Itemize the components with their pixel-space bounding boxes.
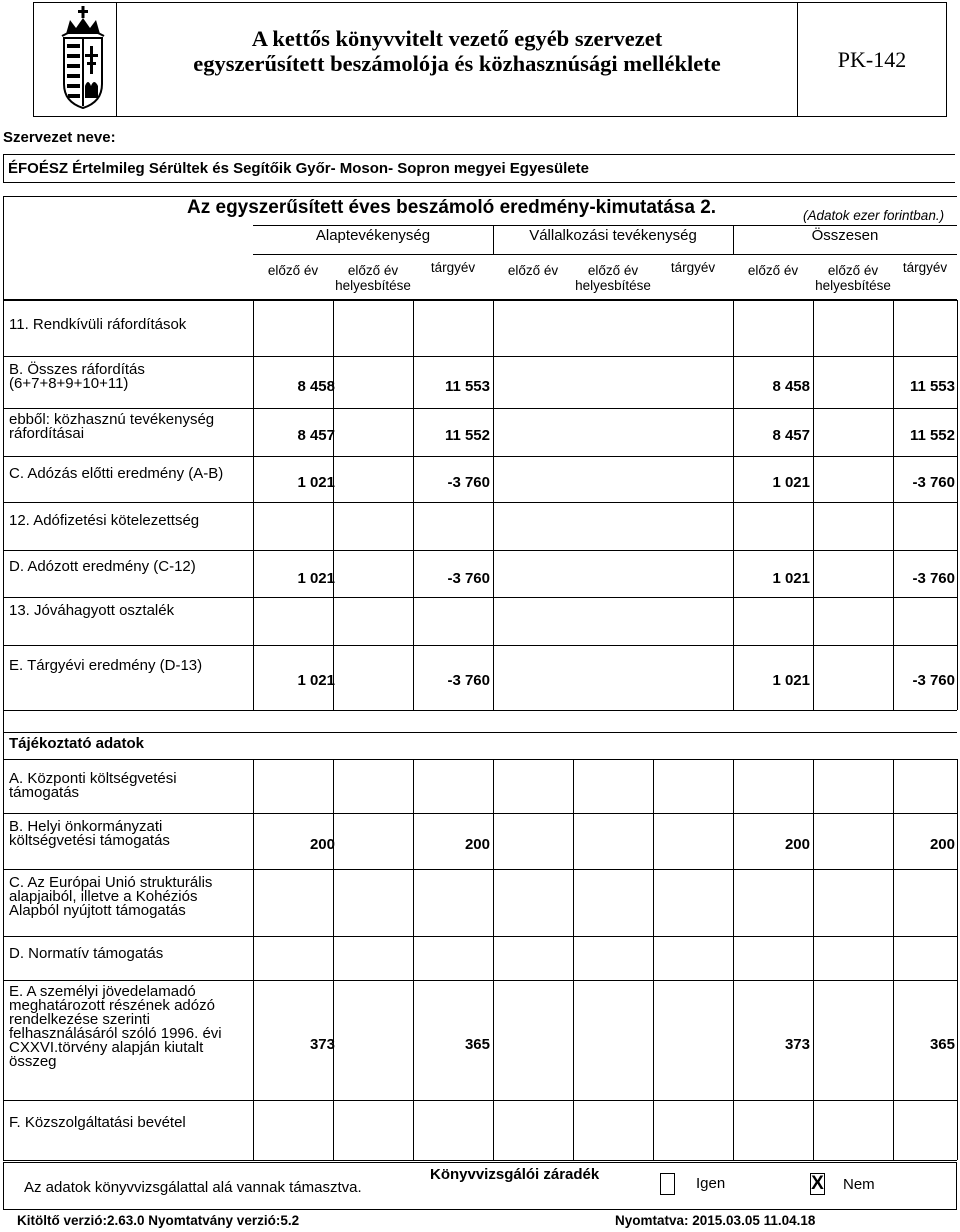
- value-cell: 8 458: [772, 378, 810, 395]
- form-code: PK-142: [837, 47, 907, 72]
- cell-border: [813, 936, 814, 980]
- audit-no-label: Nem: [843, 1176, 875, 1193]
- cell-border: [733, 936, 734, 980]
- cell-border: [957, 869, 958, 936]
- cell-border: [253, 408, 254, 456]
- cell-border: [957, 980, 958, 1100]
- col-header: tárgyév: [670, 260, 716, 275]
- cell-border: [493, 456, 494, 502]
- value-cell: 8 457: [297, 427, 335, 444]
- cell-border: [413, 597, 414, 645]
- cell-border: [573, 869, 574, 936]
- cell-border: [893, 502, 894, 550]
- cell-border: [733, 1100, 734, 1160]
- group-alap: Alaptevékenység: [315, 227, 431, 244]
- footer-printed: Nyomtatva: 2015.03.05 11.04.18: [615, 1213, 816, 1228]
- footer-version: Kitöltő verzió:2.63.0 Nyomtatvány verzió:5.2: [17, 1213, 300, 1228]
- cell-border: [957, 356, 958, 408]
- cell-border: [733, 869, 734, 936]
- unit-note: (Adatok ezer forintban.): [803, 208, 945, 223]
- cell-border: [893, 1100, 894, 1160]
- cell-border: [813, 456, 814, 502]
- cell-border: [493, 759, 494, 813]
- cell-border: [493, 869, 494, 936]
- cell-border: [957, 300, 958, 356]
- value-cell: 8 458: [297, 378, 335, 395]
- cell-border: [573, 759, 574, 813]
- cell-border: [493, 936, 494, 980]
- title-line-2: egyszerűsített beszámolója és közhasznúsági melléklete: [193, 51, 721, 76]
- row-label: 13. Jóváhagyott osztalék: [9, 602, 175, 619]
- cell-border: [253, 869, 254, 936]
- cell-border: [813, 980, 814, 1100]
- org-label: Szervezet neve:: [3, 129, 116, 146]
- row-label: D. Adózott eredmény (C-12): [9, 558, 196, 575]
- cell-border: [493, 980, 494, 1100]
- row-label: B. Összes ráfordítás (6+7+8+9+10+11): [9, 361, 145, 392]
- cell-border: [493, 550, 494, 597]
- row-divider: [3, 1160, 957, 1161]
- value-cell: 1 021: [297, 672, 335, 689]
- cell-border: [253, 502, 254, 550]
- row-label: 11. Rendkívüli ráfordítások: [9, 316, 187, 333]
- cell-border: [653, 1100, 654, 1160]
- cell-border: [653, 869, 654, 936]
- cell-border: [413, 300, 414, 356]
- cell-border: [493, 300, 494, 356]
- value-cell: 11 552: [909, 427, 955, 444]
- cell-border: [333, 759, 334, 813]
- cell-border: [733, 759, 734, 813]
- cell-border: [957, 645, 958, 710]
- cell-border: [413, 502, 414, 550]
- cell-border: [413, 759, 414, 813]
- cell-border: [957, 813, 958, 869]
- title-line-1: A kettős könyvvitelt vezető egyéb szervezet: [251, 26, 663, 51]
- value-cell: -3 760: [912, 570, 955, 587]
- cell-border: [333, 936, 334, 980]
- value-cell: 200: [464, 836, 490, 853]
- cell-border: [957, 936, 958, 980]
- audit-yes-checkbox[interactable]: [660, 1173, 675, 1195]
- value-cell: 1 021: [772, 672, 810, 689]
- cell-border: [573, 813, 574, 869]
- cell-border: [253, 980, 254, 1100]
- cell-border: [493, 813, 494, 869]
- cell-border: [813, 869, 814, 936]
- cell-border: [573, 1100, 574, 1160]
- cell-border: [333, 869, 334, 936]
- value-cell: 200: [309, 836, 335, 853]
- cell-border: [653, 936, 654, 980]
- info-title: Tájékoztató adatok: [9, 735, 145, 752]
- row-label: 12. Adófizetési kötelezettség: [9, 512, 200, 529]
- audit-yes-label: Igen: [696, 1175, 726, 1192]
- cell-border: [413, 936, 414, 980]
- cell-border: [653, 813, 654, 869]
- org-name: ÉFOÉSZ Értelmileg Sérültek és Segítőik Győr- Moson- Sopron megyei Egyesülete: [8, 160, 589, 177]
- hungarian-coat-of-arms-icon: [52, 6, 114, 112]
- col-header: előző év: [267, 263, 319, 278]
- value-cell: 200: [784, 836, 810, 853]
- cell-border: [253, 936, 254, 980]
- row-label: E. Tárgyévi eredmény (D-13): [9, 657, 203, 674]
- cell-border: [893, 869, 894, 936]
- cell-border: [253, 597, 254, 645]
- cell-border: [493, 597, 494, 645]
- col-header: előző év: [747, 263, 799, 278]
- value-cell: 8 457: [772, 427, 810, 444]
- info-row-label: A. Központi költségvetési támogatás: [9, 770, 177, 801]
- col-header: tárgyév: [902, 260, 948, 275]
- cell-border: [493, 356, 494, 408]
- cell-border: [957, 502, 958, 550]
- cell-border: [813, 759, 814, 813]
- cell-border: [253, 456, 254, 502]
- value-cell: -3 760: [912, 672, 955, 689]
- cell-border: [733, 300, 734, 356]
- value-cell: 11 553: [444, 378, 490, 395]
- cell-border: [573, 980, 574, 1100]
- cell-border: [813, 550, 814, 597]
- cell-border: [253, 356, 254, 408]
- cell-border: [253, 645, 254, 710]
- cell-border: [493, 502, 494, 550]
- value-cell: 1 021: [297, 474, 335, 491]
- cell-border: [957, 550, 958, 597]
- row-label: C. Adózás előtti eredmény (A-B): [9, 465, 224, 482]
- cell-border: [893, 597, 894, 645]
- value-cell: -3 760: [447, 570, 490, 587]
- cell-border: [813, 645, 814, 710]
- row-label: ebből: közhasznú tevékenység ráfordításai: [9, 411, 215, 442]
- cell-border: [493, 408, 494, 456]
- cell-border: [253, 550, 254, 597]
- cell-border: [253, 300, 254, 356]
- col-header: előző év: [507, 263, 559, 278]
- value-cell: -3 760: [447, 672, 490, 689]
- cell-border: [573, 936, 574, 980]
- value-cell: 365: [929, 1036, 955, 1053]
- cell-border: [653, 759, 654, 813]
- info-row-label: F. Közszolgáltatási bevétel: [9, 1114, 186, 1131]
- info-row-label: E. A személyi jövedelamadó meghatározott részének adózó rendelkezése szerinti felhasználásáról szóló 1996. évi CXXVI.törvény alapján kiutalt összeg: [9, 983, 222, 1070]
- cell-border: [333, 502, 334, 550]
- cell-border: [653, 980, 654, 1100]
- audit-title: Könyvvizsgálói záradék: [430, 1166, 600, 1183]
- info-row-label: D. Normatív támogatás: [9, 945, 164, 962]
- group-vallalkozasi: Vállalkozási tevékenység: [529, 227, 697, 244]
- cell-border: [957, 456, 958, 502]
- cell-border: [413, 1100, 414, 1160]
- group-osszesen: Összesen: [811, 227, 879, 244]
- value-cell: -3 760: [447, 474, 490, 491]
- value-cell: 373: [309, 1036, 335, 1053]
- cell-border: [813, 502, 814, 550]
- cell-border: [813, 597, 814, 645]
- cell-border: [813, 408, 814, 456]
- cell-border: [813, 300, 814, 356]
- value-cell: 1 021: [772, 474, 810, 491]
- section-title: Az egyszerűsített éves beszámoló eredmény-kimutatása 2.: [187, 197, 717, 218]
- value-cell: 11 553: [909, 378, 955, 395]
- cell-border: [813, 1100, 814, 1160]
- col-header: előző év helyesbítése: [335, 263, 411, 293]
- cell-border: [253, 813, 254, 869]
- audit-statement: Az adatok könyvvizsgálattal alá vannak támasztva.: [24, 1179, 362, 1196]
- cell-border: [893, 759, 894, 813]
- cell-border: [813, 813, 814, 869]
- cell-border: [253, 759, 254, 813]
- cell-border: [957, 408, 958, 456]
- cell-border: [413, 869, 414, 936]
- cell-border: [333, 1100, 334, 1160]
- cell-border: [893, 936, 894, 980]
- info-row-label: C. Az Európai Unió strukturális alapjaiból, illetve a Kohéziós Alapból nyújtott támogatás: [9, 874, 213, 919]
- cell-border: [733, 597, 734, 645]
- audit-no-checkbox[interactable]: [810, 1173, 825, 1195]
- cell-border: [957, 1100, 958, 1160]
- cell-border: [333, 300, 334, 356]
- value-cell: 1 021: [297, 570, 335, 587]
- page-title: [118, 26, 796, 76]
- cell-border: [893, 300, 894, 356]
- cell-border: [957, 759, 958, 813]
- checkmark-x-icon: X: [811, 1173, 824, 1194]
- col-header: tárgyév: [430, 260, 476, 275]
- cell-border: [253, 1100, 254, 1160]
- col-header: előző év helyesbítése: [815, 263, 891, 293]
- value-cell: -3 760: [912, 474, 955, 491]
- value-cell: 1 021: [772, 570, 810, 587]
- value-cell: 11 552: [444, 427, 490, 444]
- value-cell: 373: [784, 1036, 810, 1053]
- cell-border: [957, 597, 958, 645]
- value-cell: 200: [929, 836, 955, 853]
- cell-border: [733, 502, 734, 550]
- info-row-label: B. Helyi önkormányzati költségvetési támogatás: [9, 818, 170, 849]
- value-cell: 365: [464, 1036, 490, 1053]
- cell-border: [333, 597, 334, 645]
- cell-border: [493, 645, 494, 710]
- cell-border: [813, 356, 814, 408]
- cell-border: [493, 1100, 494, 1160]
- col-header: előző év helyesbítése: [575, 263, 651, 293]
